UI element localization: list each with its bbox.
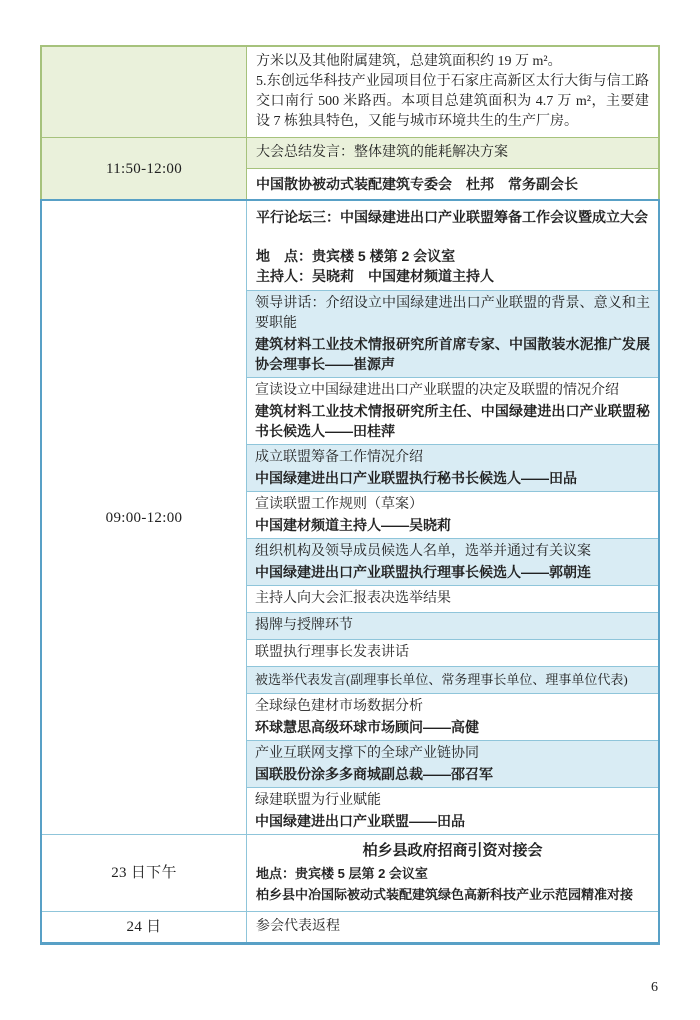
agenda-topic: 产业互联网支撑下的全球产业链协同 — [255, 746, 479, 761]
agenda-speaker: 环球慧思高级环球市场顾问——高健 — [255, 719, 479, 735]
agenda-topic: 联盟执行理事长发表讲话 — [255, 645, 409, 660]
time-cell-empty — [42, 47, 247, 137]
agenda-topic: 全球绿色建材市场数据分析 — [255, 699, 423, 714]
agenda-row — [247, 444, 658, 491]
departure-topic: 参会代表返程 — [256, 919, 340, 934]
matchmaking-location: 地点：贵宾楼 5 层第 2 会议室 — [256, 866, 428, 881]
summary-content — [247, 138, 658, 199]
time-cell: 24 日 — [42, 912, 247, 942]
forum-title: 平行论坛三：中国绿建进出口产业联盟筹备工作会议暨成立大会 — [256, 209, 648, 225]
summary-speaker: 中国散协被动式装配建筑专委会 杜邦 常务副会长 — [247, 168, 658, 199]
section-forum — [40, 199, 660, 945]
table-row — [42, 911, 658, 942]
time-cell: 09:00-12:00 — [42, 201, 247, 834]
agenda-speaker: 国联股份涂多多商城副总裁——邵召军 — [255, 766, 493, 782]
continuation-cell — [247, 47, 658, 137]
table-row — [42, 137, 658, 199]
continuation-paragraph: 方米以及其他附属建筑，总建筑面积约 19 万 m²。 — [256, 54, 562, 69]
time-cell: 23 日下午 — [42, 835, 247, 911]
forum-location: 地 点：贵宾楼 5 楼第 2 会议室 — [256, 248, 456, 264]
forum-content — [247, 201, 658, 834]
agenda-speaker: 建筑材料工业技术情报研究所主任、中国绿建进出口产业联盟秘书长候选人——田桂萍 — [255, 403, 650, 439]
matchmaking-content — [247, 835, 658, 911]
agenda-row — [247, 538, 658, 585]
agenda-speaker: 中国绿建进出口产业联盟执行秘书长候选人——田品 — [255, 470, 577, 486]
agenda-topic: 主持人向大会汇报表决选举结果 — [255, 591, 451, 606]
agenda-speaker: 中国绿建进出口产业联盟执行理事长候选人——郭朝连 — [255, 564, 591, 580]
time-cell: 11:50-12:00 — [42, 138, 247, 199]
agenda-row — [247, 693, 658, 740]
continuation-paragraph: 5.东创远华科技产业园项目位于石家庄高新区太行大街与信工路交口南行 500 米路西。本项目总建筑面积为 4.7 万 m²，主要建设 7 栋独具特色，又能与城市环境共生的生产厂房。 — [256, 74, 649, 129]
agenda-topic: 宣读联盟工作规则（草案） — [255, 497, 423, 512]
agenda-topic: 领导讲话：介绍设立中国绿建进出口产业联盟的背景、意义和主要职能 — [255, 296, 650, 331]
agenda-row — [247, 740, 658, 787]
agenda-topic: 组织机构及领导成员候选人名单，选举并通过有关议案 — [255, 544, 591, 559]
agenda-topic: 揭牌与授牌环节 — [255, 618, 353, 633]
agenda-row — [247, 612, 658, 639]
table-row — [42, 201, 658, 834]
agenda-row — [247, 377, 658, 444]
table-row — [42, 834, 658, 911]
agenda-row — [247, 666, 658, 693]
agenda-speaker: 建筑材料工业技术情报研究所首席专家、中国散装水泥推广发展协会理事长——崔源声 — [255, 336, 650, 372]
schedule-table — [40, 45, 660, 945]
agenda-row — [247, 639, 658, 666]
agenda-row — [247, 585, 658, 612]
agenda-speaker: 中国绿建进出口产业联盟——田品 — [255, 813, 465, 829]
page-number: 6 — [651, 980, 658, 995]
agenda-topic: 绿建联盟为行业赋能 — [255, 793, 381, 808]
table-row — [42, 47, 658, 137]
agenda-row — [247, 290, 658, 377]
agenda-topic: 宣读设立中国绿建进出口产业联盟的决定及联盟的情况介绍 — [255, 383, 619, 398]
forum-header — [247, 201, 658, 290]
agenda-topic: 被选举代表发言(副理事长单位、常务理事长单位、理事单位代表) — [255, 672, 628, 687]
matchmaking-title: 柏乡县政府招商引资对接会 — [362, 842, 543, 859]
agenda-row — [247, 787, 658, 834]
forum-host: 主持人：吴晓莉 中国建材频道主持人 — [256, 268, 494, 284]
agenda-speaker: 中国建材频道主持人——吴晓莉 — [255, 517, 451, 533]
spacer — [256, 227, 649, 246]
summary-topic: 大会总结发言：整体建筑的能耗解决方案 — [247, 138, 658, 168]
agenda-topic: 成立联盟筹备工作情况介绍 — [255, 450, 423, 465]
matchmaking-detail: 柏乡县中冶国际被动式装配建筑绿色高新科技产业示范园精准对接 — [256, 887, 634, 902]
section-summary — [40, 45, 660, 199]
agenda-row — [247, 491, 658, 538]
